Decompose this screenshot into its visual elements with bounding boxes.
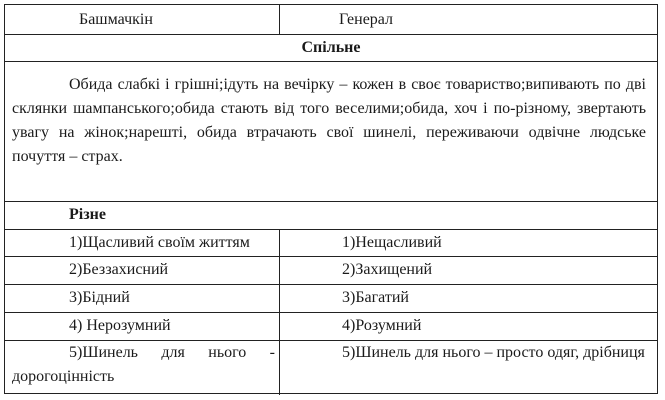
header-general: Генерал xyxy=(339,11,394,28)
header-bashmachkin: Башмачкін xyxy=(79,11,153,28)
row-divider xyxy=(5,34,657,35)
different-title: Різне xyxy=(69,206,106,223)
common-text: Обида слабкі і грішні;ідуть на вечірку – кожен в своє товариство;випивають по дві склянки шампанського;обида стають від того веселими;обида, хоч і по-різному, звертають увагу на жінок;нарешті, обида втрачають свої шинелі, переживаючи одвічне людське почуття – страх. xyxy=(12,76,646,165)
column-divider xyxy=(279,5,280,34)
left-item: 2)Беззахисний xyxy=(69,261,169,278)
left-item: 4) Нерозумний xyxy=(69,317,171,334)
row-divider xyxy=(5,284,657,285)
right-item: 4)Розумний xyxy=(342,317,422,334)
row-divider xyxy=(5,229,657,230)
row-divider xyxy=(5,256,657,257)
comparison-table xyxy=(4,4,658,394)
common-title: Спільне xyxy=(301,39,361,56)
right-item: 2)Захищений xyxy=(342,261,433,278)
left-item: 5)Шинель для нього - дорогоцінність xyxy=(12,344,275,385)
row-divider xyxy=(5,61,657,62)
right-item: 1)Нещасливий xyxy=(342,234,442,251)
right-item: 5)Шинель для нього – просто одяг, дрібниця xyxy=(342,344,645,361)
column-divider xyxy=(279,229,280,395)
left-item: 1)Щасливий своїм життям xyxy=(69,234,250,251)
row-divider xyxy=(5,201,657,202)
row-divider xyxy=(5,312,657,313)
right-item: 3)Багатий xyxy=(342,289,409,306)
left-item: 3)Бідний xyxy=(69,289,130,306)
